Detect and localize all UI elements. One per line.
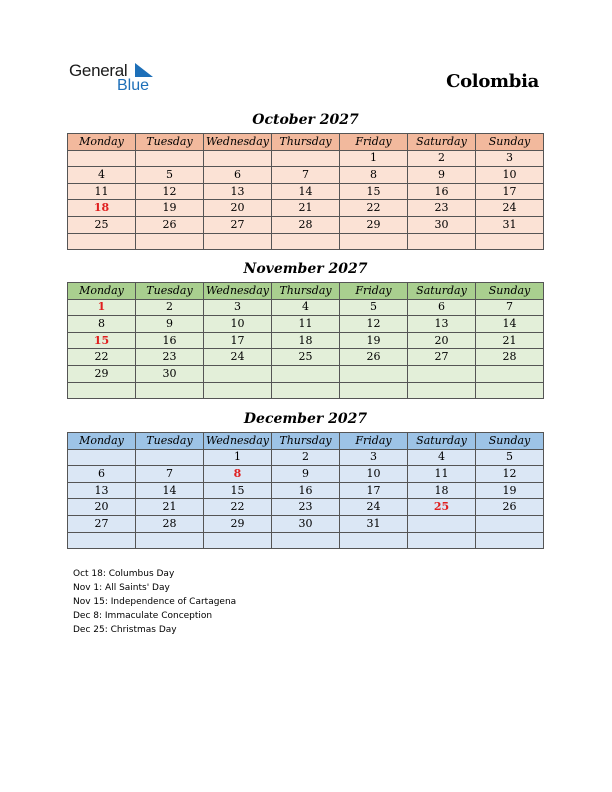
empty-day-cell xyxy=(136,532,204,549)
day-cell: 18 xyxy=(272,332,340,349)
day-cell: 8 xyxy=(340,167,408,184)
holiday-note: Nov 15: Independence of Cartagena xyxy=(73,597,237,607)
day-cell: 17 xyxy=(204,332,272,349)
calendar-body xyxy=(68,299,544,399)
logo-text-general: General xyxy=(69,61,128,80)
day-cell: 7 xyxy=(272,167,340,184)
calendar-november xyxy=(67,282,544,399)
day-cell: 30 xyxy=(136,365,204,382)
day-cell: 4 xyxy=(272,299,340,316)
day-cell: 17 xyxy=(476,183,544,200)
weekday-header-tuesday: Tuesday xyxy=(136,433,204,450)
holiday-note: Dec 8: Immaculate Conception xyxy=(73,611,213,621)
country-title: Colombia xyxy=(446,71,539,92)
week-row xyxy=(68,332,544,349)
week-row xyxy=(68,482,544,499)
week-row xyxy=(68,365,544,382)
weekday-header-row xyxy=(68,433,544,450)
day-cell: 9 xyxy=(408,167,476,184)
week-row xyxy=(68,150,544,167)
weekday-header-sunday: Sunday xyxy=(476,433,544,450)
weekday-header-saturday: Saturday xyxy=(408,433,476,450)
empty-day-cell xyxy=(68,449,136,466)
weekday-header-wednesday: Wednesday xyxy=(204,433,272,450)
weekday-header-friday: Friday xyxy=(340,134,408,151)
weekday-header-row xyxy=(68,134,544,151)
day-cell: 24 xyxy=(476,200,544,217)
day-cell: 17 xyxy=(340,482,408,499)
empty-day-cell xyxy=(136,449,204,466)
month-title-december: December 2027 xyxy=(243,411,368,427)
day-cell: 19 xyxy=(476,482,544,499)
day-cell: 15 xyxy=(340,183,408,200)
weekday-header-friday: Friday xyxy=(340,433,408,450)
day-cell: 30 xyxy=(408,216,476,233)
day-cell: 13 xyxy=(68,482,136,499)
day-cell: 11 xyxy=(408,466,476,483)
day-cell: 26 xyxy=(340,349,408,366)
day-cell: 30 xyxy=(272,515,340,532)
week-row xyxy=(68,167,544,184)
day-cell: 22 xyxy=(340,200,408,217)
day-cell: 29 xyxy=(68,365,136,382)
week-row xyxy=(68,449,544,466)
empty-day-cell xyxy=(136,150,204,167)
empty-day-cell xyxy=(272,365,340,382)
week-row xyxy=(68,216,544,233)
day-cell: 6 xyxy=(68,466,136,483)
empty-day-cell xyxy=(476,382,544,399)
empty-day-cell xyxy=(68,233,136,250)
empty-day-cell xyxy=(68,532,136,549)
day-cell: 19 xyxy=(340,332,408,349)
day-cell: 29 xyxy=(204,515,272,532)
day-cell: 23 xyxy=(272,499,340,516)
day-cell: 2 xyxy=(272,449,340,466)
day-cell: 29 xyxy=(340,216,408,233)
calendar-october xyxy=(67,133,544,250)
week-row xyxy=(68,316,544,333)
day-cell: 25 xyxy=(68,216,136,233)
empty-day-cell xyxy=(340,365,408,382)
empty-day-cell xyxy=(272,150,340,167)
day-cell: 20 xyxy=(204,200,272,217)
empty-day-cell xyxy=(68,150,136,167)
day-cell: 5 xyxy=(476,449,544,466)
day-cell: 12 xyxy=(136,183,204,200)
holiday-note: Dec 25: Christmas Day xyxy=(73,625,177,635)
day-cell: 20 xyxy=(68,499,136,516)
day-cell: 21 xyxy=(272,200,340,217)
day-cell: 9 xyxy=(136,316,204,333)
day-cell: 4 xyxy=(408,449,476,466)
week-row xyxy=(68,200,544,217)
day-cell: 7 xyxy=(136,466,204,483)
day-cell: 24 xyxy=(204,349,272,366)
weekday-header-saturday: Saturday xyxy=(408,283,476,300)
day-cell: 11 xyxy=(68,183,136,200)
holiday-day-cell: 25 xyxy=(408,499,476,516)
weekday-header-row xyxy=(68,283,544,300)
empty-day-cell xyxy=(136,233,204,250)
holiday-note: Nov 1: All Saints' Day xyxy=(73,583,170,593)
day-cell: 14 xyxy=(136,482,204,499)
empty-day-cell xyxy=(204,150,272,167)
week-row xyxy=(68,466,544,483)
day-cell: 13 xyxy=(408,316,476,333)
empty-day-cell xyxy=(136,382,204,399)
day-cell: 23 xyxy=(408,200,476,217)
weekday-header-tuesday: Tuesday xyxy=(136,134,204,151)
empty-day-cell xyxy=(204,532,272,549)
holiday-day-cell: 8 xyxy=(204,466,272,483)
day-cell: 3 xyxy=(476,150,544,167)
day-cell: 12 xyxy=(340,316,408,333)
empty-day-cell xyxy=(272,233,340,250)
day-cell: 3 xyxy=(340,449,408,466)
logo xyxy=(68,60,168,96)
week-row xyxy=(68,233,544,250)
day-cell: 5 xyxy=(340,299,408,316)
day-cell: 25 xyxy=(272,349,340,366)
day-cell: 18 xyxy=(408,482,476,499)
day-cell: 16 xyxy=(272,482,340,499)
day-cell: 10 xyxy=(340,466,408,483)
day-cell: 22 xyxy=(204,499,272,516)
day-cell: 28 xyxy=(272,216,340,233)
day-cell: 26 xyxy=(136,216,204,233)
calendar-body xyxy=(68,150,544,250)
day-cell: 31 xyxy=(340,515,408,532)
day-cell: 26 xyxy=(476,499,544,516)
empty-day-cell xyxy=(408,382,476,399)
day-cell: 10 xyxy=(204,316,272,333)
empty-day-cell xyxy=(408,515,476,532)
day-cell: 28 xyxy=(476,349,544,366)
day-cell: 4 xyxy=(68,167,136,184)
empty-day-cell xyxy=(476,532,544,549)
empty-day-cell xyxy=(204,382,272,399)
weekday-header-sunday: Sunday xyxy=(476,283,544,300)
empty-day-cell xyxy=(340,532,408,549)
holiday-day-cell: 1 xyxy=(68,299,136,316)
day-cell: 16 xyxy=(408,183,476,200)
weekday-header-thursday: Thursday xyxy=(272,283,340,300)
day-cell: 21 xyxy=(136,499,204,516)
day-cell: 20 xyxy=(408,332,476,349)
weekday-header-wednesday: Wednesday xyxy=(204,134,272,151)
weekday-header-thursday: Thursday xyxy=(272,433,340,450)
day-cell: 9 xyxy=(272,466,340,483)
empty-day-cell xyxy=(272,532,340,549)
empty-day-cell xyxy=(272,382,340,399)
weekday-header-tuesday: Tuesday xyxy=(136,283,204,300)
day-cell: 14 xyxy=(476,316,544,333)
week-row xyxy=(68,532,544,549)
empty-day-cell xyxy=(340,382,408,399)
day-cell: 28 xyxy=(136,515,204,532)
month-title-november: November 2027 xyxy=(243,261,368,277)
day-cell: 6 xyxy=(204,167,272,184)
week-row xyxy=(68,349,544,366)
empty-day-cell xyxy=(204,365,272,382)
holiday-notes xyxy=(73,567,236,637)
day-cell: 5 xyxy=(136,167,204,184)
day-cell: 15 xyxy=(204,482,272,499)
logo-text-blue: Blue xyxy=(117,77,150,94)
calendar-december xyxy=(67,432,544,549)
calendar-body xyxy=(68,449,544,549)
week-row xyxy=(68,382,544,399)
day-cell: 23 xyxy=(136,349,204,366)
day-cell: 19 xyxy=(136,200,204,217)
empty-day-cell xyxy=(204,233,272,250)
day-cell: 21 xyxy=(476,332,544,349)
holiday-day-cell: 15 xyxy=(68,332,136,349)
empty-day-cell xyxy=(68,382,136,399)
day-cell: 27 xyxy=(408,349,476,366)
weekday-header-thursday: Thursday xyxy=(272,134,340,151)
week-row xyxy=(68,299,544,316)
holiday-day-cell: 18 xyxy=(68,200,136,217)
weekday-header-monday: Monday xyxy=(68,134,136,151)
weekday-header-friday: Friday xyxy=(340,283,408,300)
day-cell: 11 xyxy=(272,316,340,333)
day-cell: 16 xyxy=(136,332,204,349)
day-cell: 2 xyxy=(136,299,204,316)
day-cell: 3 xyxy=(204,299,272,316)
day-cell: 2 xyxy=(408,150,476,167)
empty-day-cell xyxy=(476,365,544,382)
empty-day-cell xyxy=(476,515,544,532)
empty-day-cell xyxy=(340,233,408,250)
week-row xyxy=(68,515,544,532)
weekday-header-monday: Monday xyxy=(68,433,136,450)
weekday-header-saturday: Saturday xyxy=(408,134,476,151)
day-cell: 1 xyxy=(340,150,408,167)
day-cell: 31 xyxy=(476,216,544,233)
day-cell: 1 xyxy=(204,449,272,466)
month-title-october: October 2027 xyxy=(252,112,359,128)
day-cell: 10 xyxy=(476,167,544,184)
weekday-header-monday: Monday xyxy=(68,283,136,300)
day-cell: 8 xyxy=(68,316,136,333)
day-cell: 27 xyxy=(68,515,136,532)
day-cell: 24 xyxy=(340,499,408,516)
empty-day-cell xyxy=(408,233,476,250)
logo-triangle-icon xyxy=(135,63,153,77)
empty-day-cell xyxy=(408,365,476,382)
week-row xyxy=(68,183,544,200)
weekday-header-sunday: Sunday xyxy=(476,134,544,151)
holiday-note: Oct 18: Columbus Day xyxy=(73,569,175,579)
day-cell: 6 xyxy=(408,299,476,316)
day-cell: 22 xyxy=(68,349,136,366)
day-cell: 27 xyxy=(204,216,272,233)
day-cell: 13 xyxy=(204,183,272,200)
day-cell: 7 xyxy=(476,299,544,316)
empty-day-cell xyxy=(408,532,476,549)
empty-day-cell xyxy=(476,233,544,250)
day-cell: 14 xyxy=(272,183,340,200)
week-row xyxy=(68,499,544,516)
day-cell: 12 xyxy=(476,466,544,483)
weekday-header-wednesday: Wednesday xyxy=(204,283,272,300)
